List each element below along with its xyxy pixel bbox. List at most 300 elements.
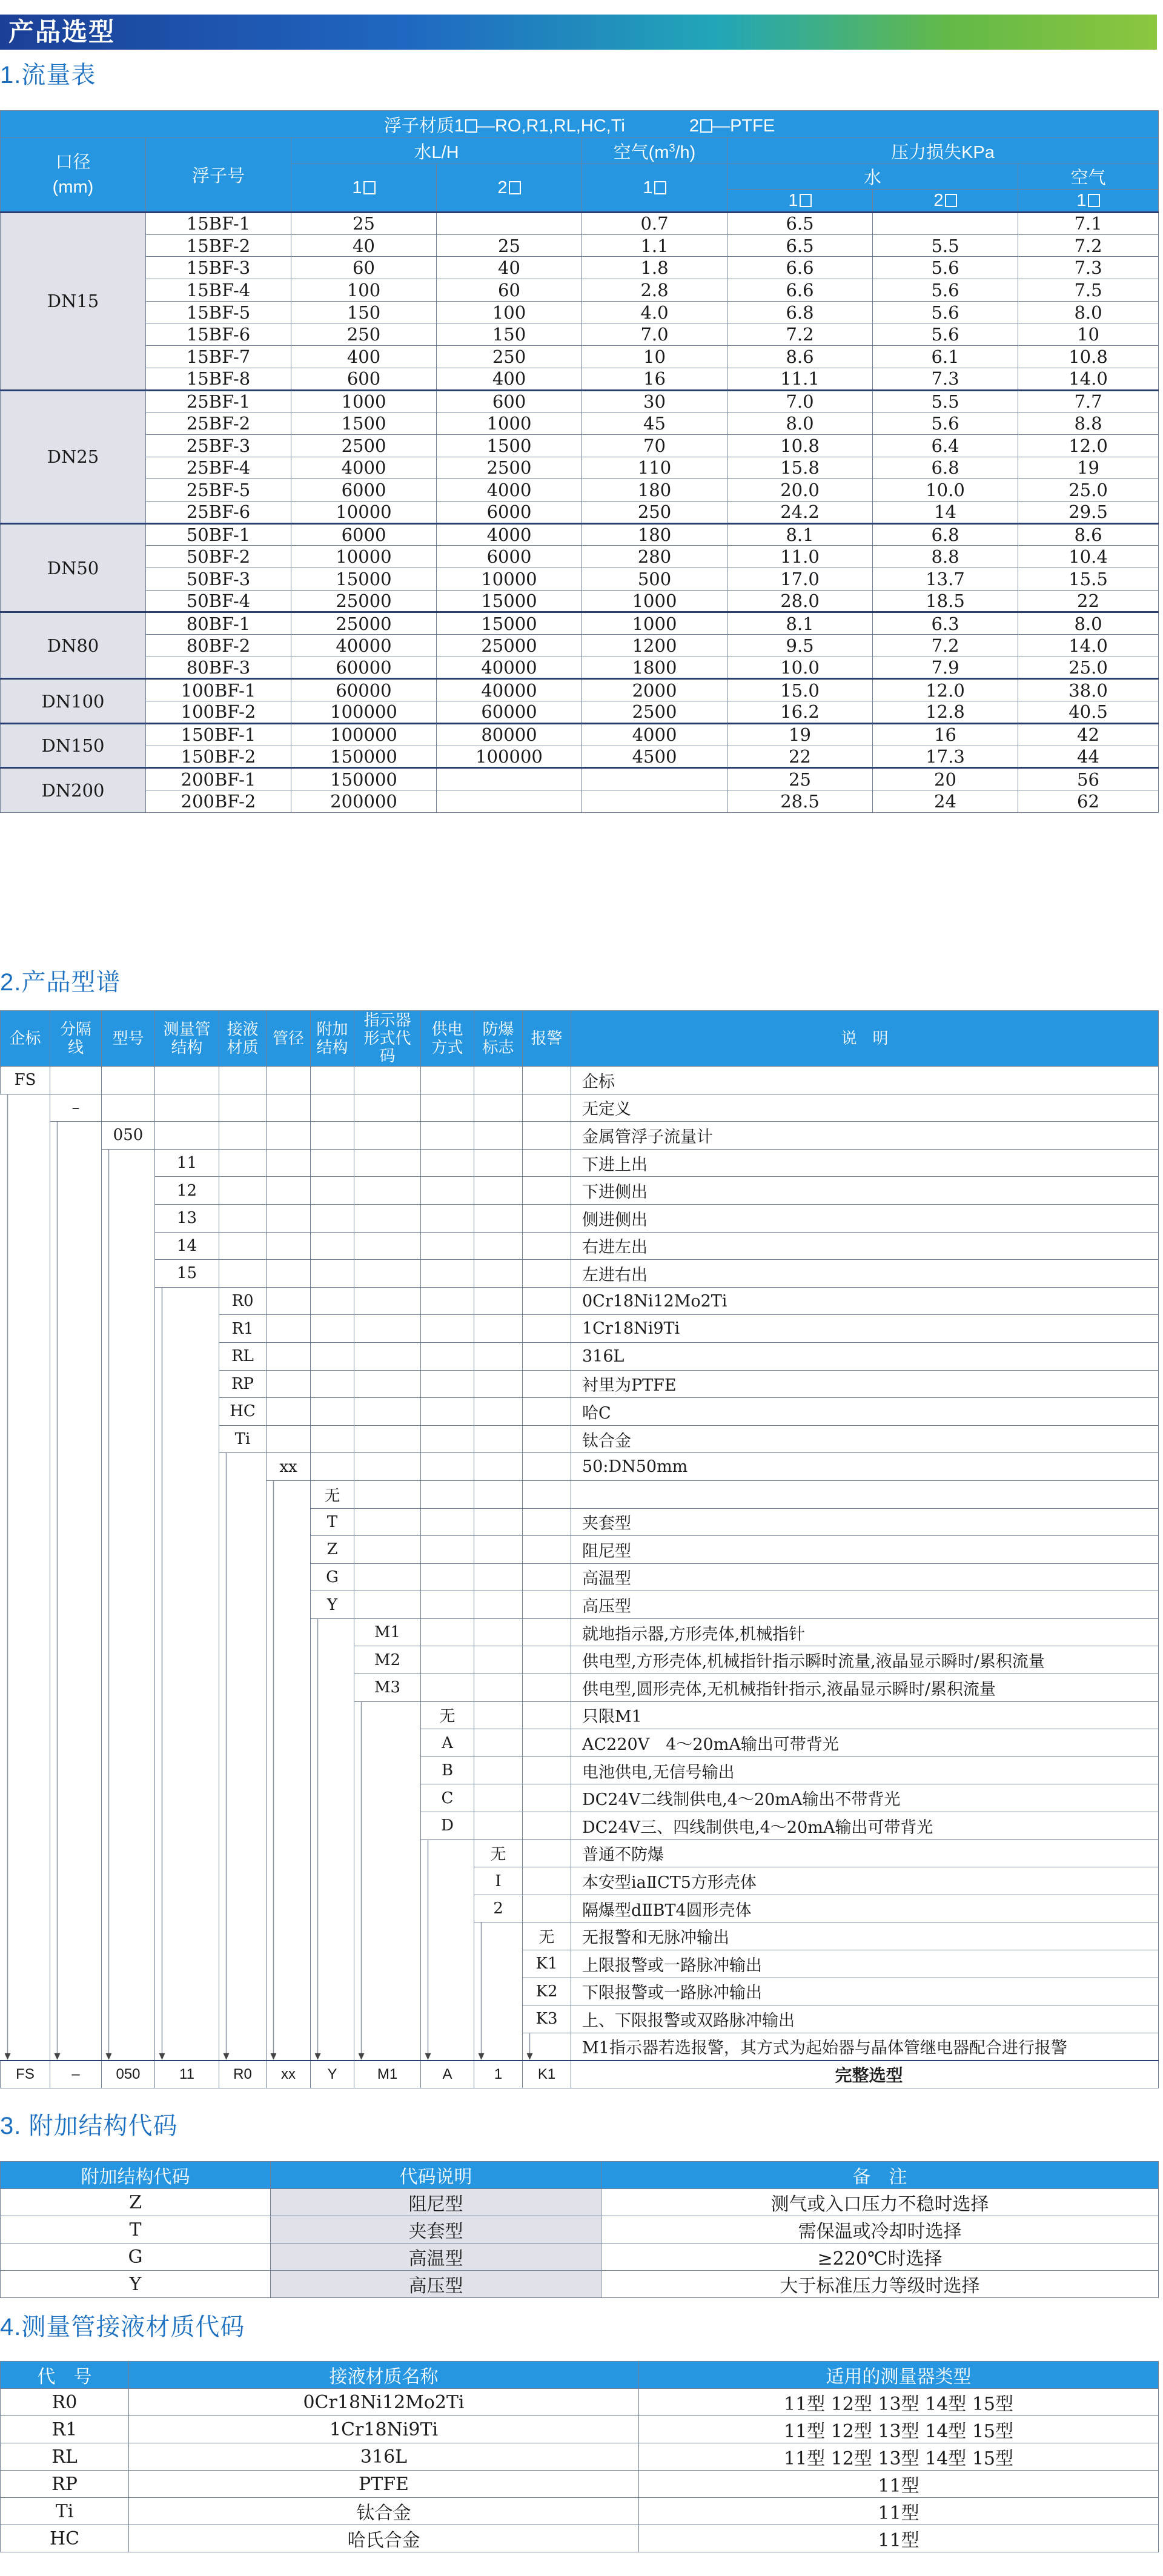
spectrum-grid bbox=[474, 1536, 523, 1564]
float-no-cell: 15BF-7 bbox=[146, 346, 291, 368]
spectrum-gap bbox=[1, 1895, 50, 1922]
flow-row bbox=[1, 679, 1159, 701]
spectrum-gap bbox=[102, 1177, 155, 1205]
spectrum-grid bbox=[474, 1149, 523, 1177]
spectrum-gap bbox=[267, 1867, 311, 1895]
final-code: 1 bbox=[474, 2061, 523, 2088]
spectrum-gap bbox=[102, 1370, 155, 1398]
flow-row bbox=[1, 479, 1159, 502]
spectrum-grid bbox=[474, 1784, 523, 1812]
spectrum-gap bbox=[102, 1757, 155, 1784]
material-cell: 11型 bbox=[639, 2471, 1159, 2498]
loss-water-col1-header: 1 bbox=[727, 190, 873, 213]
spectrum-gap bbox=[102, 1922, 155, 1950]
air-1-cell bbox=[582, 790, 727, 812]
spectrum-gap bbox=[1, 1674, 50, 1702]
water-1-cell: 60 bbox=[291, 257, 437, 279]
spectrum-gap bbox=[267, 1812, 311, 1840]
spectrum-gap bbox=[155, 1536, 219, 1564]
spectrum-grid bbox=[523, 1453, 571, 1481]
spectrum-gap bbox=[50, 1646, 102, 1674]
float-no-cell: 50BF-2 bbox=[146, 546, 291, 568]
spectrum-desc: 衬里为PTFE bbox=[571, 1370, 1159, 1398]
spectrum-gap bbox=[267, 1978, 311, 2005]
loss-air-1-cell: 14.0 bbox=[1018, 368, 1159, 390]
spectrum-code: K2 bbox=[523, 1978, 571, 2005]
spectrum-grid bbox=[354, 1232, 421, 1260]
spectrum-grid bbox=[474, 1812, 523, 1840]
spectrum-code: HC bbox=[219, 1398, 267, 1426]
flow-row bbox=[1, 434, 1159, 457]
spectrum-grid bbox=[219, 1204, 267, 1232]
spectrum-gap bbox=[219, 1591, 267, 1619]
material-cell: Ti bbox=[1, 2498, 129, 2525]
water-1-cell: 6000 bbox=[291, 479, 437, 502]
spectrum-grid bbox=[474, 1591, 523, 1619]
spectrum-grid bbox=[354, 1287, 421, 1315]
spectrum-gap bbox=[219, 1453, 267, 1481]
spectrum-code: 无 bbox=[421, 1701, 474, 1729]
spectrum-grid bbox=[354, 1149, 421, 1177]
spectrum-grid bbox=[311, 1232, 354, 1260]
spectrum-code: M3 bbox=[354, 1674, 421, 1702]
flow-row bbox=[1, 523, 1159, 546]
spectrum-code: 050 bbox=[102, 1122, 155, 1150]
float-no-cell: 50BF-4 bbox=[146, 590, 291, 612]
loss-water-2-cell: 16 bbox=[873, 723, 1018, 746]
spectrum-gap bbox=[219, 1508, 267, 1536]
spectrum-gap bbox=[267, 1563, 311, 1591]
spectrum-gap bbox=[311, 1978, 354, 2005]
air-1-cell: 250 bbox=[582, 501, 727, 523]
spectrum-gap bbox=[1, 1591, 50, 1619]
water-1-cell: 150000 bbox=[291, 768, 437, 790]
spectrum-gap bbox=[50, 1425, 102, 1453]
spectrum-code: D bbox=[421, 1812, 474, 1840]
spectrum-code: 14 bbox=[155, 1232, 219, 1260]
spectrum-desc: 供电型,圆形壳体,无机械指针指示,液晶显示瞬时/累积流量 bbox=[571, 1674, 1159, 1702]
spectrum-gap bbox=[354, 2033, 421, 2061]
flow-row bbox=[1, 701, 1159, 724]
spectrum-gap bbox=[1, 1950, 50, 1978]
spectrum-grid bbox=[311, 1204, 354, 1232]
spectrum-row bbox=[1, 1094, 1159, 1122]
spectrum-grid bbox=[219, 1232, 267, 1260]
spectrum-gap bbox=[1, 1177, 50, 1205]
air-1-cell: 4000 bbox=[582, 723, 727, 746]
water-2-cell: 15000 bbox=[437, 612, 582, 635]
spectrum-grid bbox=[311, 1122, 354, 1150]
spectrum-row bbox=[1, 1204, 1159, 1232]
loss-water-1-cell: 8.6 bbox=[727, 346, 873, 368]
spectrum-row bbox=[1, 1508, 1159, 1536]
spectrum-grid bbox=[523, 1094, 571, 1122]
loss-air-1-cell: 62 bbox=[1018, 790, 1159, 812]
spectrum-desc: 钛合金 bbox=[571, 1425, 1159, 1453]
spectrum-gap bbox=[474, 1950, 523, 1978]
spectrum-gap bbox=[50, 1536, 102, 1564]
spectrum-grid bbox=[354, 1480, 421, 1508]
spectrum-gap bbox=[219, 1480, 267, 1508]
spectrum-gap bbox=[1, 1342, 50, 1370]
spectrum-gap bbox=[219, 2033, 267, 2061]
spectrum-gap bbox=[1, 1370, 50, 1398]
attach-header: 代码说明 bbox=[271, 2162, 601, 2189]
air-1-cell: 1.1 bbox=[582, 234, 727, 257]
loss-water-2-cell: 5.6 bbox=[873, 412, 1018, 435]
water-2-cell: 40 bbox=[437, 257, 582, 279]
spectrum-row bbox=[1, 1950, 1159, 1978]
spectrum-gap bbox=[102, 1729, 155, 1757]
spectrum-header-2: 型号 bbox=[102, 1011, 155, 1067]
air-1-cell: 7.0 bbox=[582, 323, 727, 346]
loss-water-1-cell: 15.0 bbox=[727, 679, 873, 701]
loss-water-1-cell: 6.5 bbox=[727, 234, 873, 257]
float-no-cell: 200BF-1 bbox=[146, 768, 291, 790]
spectrum-code: M2 bbox=[354, 1646, 421, 1674]
spectrum-gap bbox=[219, 1618, 267, 1646]
spectrum-grid bbox=[421, 1177, 474, 1205]
water-flow-header: 水L/H bbox=[291, 138, 582, 164]
float-no-cell: 150BF-2 bbox=[146, 746, 291, 768]
spectrum-grid bbox=[354, 1563, 421, 1591]
spectrum-grid bbox=[474, 1729, 523, 1757]
loss-water-1-cell: 24.2 bbox=[727, 501, 873, 523]
spectrum-gap bbox=[311, 1867, 354, 1895]
spectrum-gap bbox=[311, 1729, 354, 1757]
spectrum-gap bbox=[354, 1922, 421, 1950]
loss-water-2-cell: 13.7 bbox=[873, 568, 1018, 591]
material-cell: R1 bbox=[1, 2416, 129, 2443]
air-1-cell: 0.7 bbox=[582, 213, 727, 235]
spectrum-row bbox=[1, 1895, 1159, 1922]
spectrum-grid bbox=[421, 1232, 474, 1260]
spectrum-header-1: 分隔线 bbox=[50, 1011, 102, 1067]
float-no-cell: 25BF-3 bbox=[146, 434, 291, 457]
water-1-cell: 200000 bbox=[291, 790, 437, 812]
water-2-cell bbox=[437, 790, 582, 812]
spectrum-gap bbox=[50, 1453, 102, 1481]
spectrum-gap bbox=[50, 1867, 102, 1895]
spectrum-header-8: 供电方式 bbox=[421, 1011, 474, 1067]
spectrum-grid bbox=[311, 1260, 354, 1288]
spectrum-grid bbox=[421, 1425, 474, 1453]
spectrum-gap bbox=[354, 2005, 421, 2033]
spectrum-grid bbox=[421, 1453, 474, 1481]
spectrum-gap bbox=[267, 2005, 311, 2033]
loss-air-1-cell: 56 bbox=[1018, 768, 1159, 790]
spectrum-gap bbox=[1, 1287, 50, 1315]
loss-water-header: 水 bbox=[727, 164, 1018, 190]
spectrum-gap bbox=[219, 1784, 267, 1812]
spectrum-desc: DC24V二线制供电,4～20mA输出不带背光 bbox=[571, 1784, 1159, 1812]
spectrum-row bbox=[1, 1757, 1159, 1784]
spectrum-gap bbox=[155, 1480, 219, 1508]
material-cell: 11型 bbox=[639, 2498, 1159, 2525]
attach-cell: ≥220℃时选择 bbox=[601, 2243, 1159, 2271]
loss-water-1-cell: 22 bbox=[727, 746, 873, 768]
spectrum-gap bbox=[474, 1922, 523, 1950]
spectrum-row bbox=[1, 1563, 1159, 1591]
spectrum-gap bbox=[219, 1839, 267, 1867]
spectrum-grid bbox=[311, 1177, 354, 1205]
spectrum-gap bbox=[267, 1646, 311, 1674]
spectrum-grid bbox=[474, 1122, 523, 1150]
flow-row bbox=[1, 346, 1159, 368]
material-cell: RL bbox=[1, 2443, 129, 2471]
spectrum-gap bbox=[102, 1978, 155, 2005]
spectrum-row bbox=[1, 1922, 1159, 1950]
spectrum-grid bbox=[421, 1536, 474, 1564]
spectrum-grid bbox=[354, 1536, 421, 1564]
final-code: Y bbox=[311, 2061, 354, 2088]
water-1-cell: 100000 bbox=[291, 701, 437, 724]
spectrum-grid bbox=[523, 1757, 571, 1784]
material-row bbox=[1, 2498, 1159, 2525]
flow-row bbox=[1, 768, 1159, 790]
spectrum-gap bbox=[155, 1398, 219, 1426]
loss-water-1-cell: 20.0 bbox=[727, 479, 873, 502]
spectrum-grid bbox=[311, 1287, 354, 1315]
material-row bbox=[1, 2443, 1159, 2471]
spectrum-grid bbox=[421, 1149, 474, 1177]
loss-water-2-cell: 24 bbox=[873, 790, 1018, 812]
flow-row bbox=[1, 457, 1159, 479]
spectrum-gap bbox=[311, 1674, 354, 1702]
spectrum-gap bbox=[155, 1508, 219, 1536]
loss-water-1-cell: 10.0 bbox=[727, 657, 873, 679]
spectrum-desc: 哈C bbox=[571, 1398, 1159, 1426]
water-1-cell: 60000 bbox=[291, 679, 437, 701]
water-2-cell: 400 bbox=[437, 368, 582, 390]
loss-water-2-cell: 6.3 bbox=[873, 612, 1018, 635]
water-1-cell: 1500 bbox=[291, 412, 437, 435]
float-no-cell: 25BF-5 bbox=[146, 479, 291, 502]
float-no-header: 浮子号 bbox=[146, 138, 291, 213]
attach-header: 备 注 bbox=[601, 2162, 1159, 2189]
spectrum-grid bbox=[523, 1315, 571, 1343]
loss-water-1-cell: 10.8 bbox=[727, 434, 873, 457]
water-2-cell: 4000 bbox=[437, 523, 582, 546]
material-cell: 11型 12型 13型 14型 15型 bbox=[639, 2416, 1159, 2443]
spectrum-final-row bbox=[1, 2061, 1159, 2088]
spectrum-code: K1 bbox=[523, 1950, 571, 1978]
loss-water-2-cell: 6.8 bbox=[873, 523, 1018, 546]
spectrum-grid bbox=[474, 1453, 523, 1481]
water-2-cell: 6000 bbox=[437, 501, 582, 523]
loss-air-1-cell: 10 bbox=[1018, 323, 1159, 346]
spectrum-row bbox=[1, 1867, 1159, 1895]
spectrum-row bbox=[1, 1149, 1159, 1177]
spectrum-grid bbox=[421, 1618, 474, 1646]
bore-cell: DN50 bbox=[1, 523, 146, 612]
spectrum-grid bbox=[354, 1094, 421, 1122]
attach-cell: G bbox=[1, 2243, 271, 2271]
spectrum-gap bbox=[155, 2033, 219, 2061]
spectrum-gap bbox=[102, 1204, 155, 1232]
air-1-cell: 1200 bbox=[582, 635, 727, 657]
spectrum-gap bbox=[1, 1701, 50, 1729]
flow-row bbox=[1, 546, 1159, 568]
loss-air-1-cell: 29.5 bbox=[1018, 501, 1159, 523]
spectrum-code: 2 bbox=[474, 1895, 523, 1922]
spectrum-grid bbox=[50, 1067, 102, 1094]
spectrum-grid bbox=[267, 1260, 311, 1288]
spectrum-grid bbox=[421, 1342, 474, 1370]
flow-row bbox=[1, 301, 1159, 323]
spectrum-row bbox=[1, 1729, 1159, 1757]
spectrum-gap bbox=[1, 1149, 50, 1177]
spectrum-grid bbox=[474, 1287, 523, 1315]
spectrum-gap bbox=[219, 2005, 267, 2033]
spectrum-gap bbox=[1, 1398, 50, 1426]
spectrum-gap bbox=[267, 1895, 311, 1922]
spectrum-desc: 普通不防爆 bbox=[571, 1839, 1159, 1867]
loss-water-2-cell: 12.8 bbox=[873, 701, 1018, 724]
attach-row bbox=[1, 2271, 1159, 2298]
spectrum-grid bbox=[311, 1342, 354, 1370]
spectrum-gap bbox=[50, 1784, 102, 1812]
spectrum-gap bbox=[421, 2005, 474, 2033]
spectrum-gap bbox=[102, 1591, 155, 1619]
water-2-cell: 40000 bbox=[437, 657, 582, 679]
spectrum-desc: 电池供电,无信号输出 bbox=[571, 1757, 1159, 1784]
bore-header: 口径 (mm) bbox=[1, 138, 146, 213]
spectrum-grid bbox=[267, 1067, 311, 1094]
bore-cell: DN200 bbox=[1, 768, 146, 812]
loss-water-1-cell: 8.0 bbox=[727, 412, 873, 435]
spectrum-gap bbox=[155, 1563, 219, 1591]
loss-water-2-cell: 14 bbox=[873, 501, 1018, 523]
spectrum-grid bbox=[523, 1839, 571, 1867]
spectrum-grid bbox=[354, 1342, 421, 1370]
water-1-cell: 25000 bbox=[291, 612, 437, 635]
spectrum-gap bbox=[102, 1315, 155, 1343]
float-no-cell: 100BF-1 bbox=[146, 679, 291, 701]
spectrum-grid bbox=[474, 1398, 523, 1426]
spectrum-grid bbox=[523, 1508, 571, 1536]
spectrum-gap bbox=[421, 1895, 474, 1922]
flow-row bbox=[1, 612, 1159, 635]
spectrum-row bbox=[1, 1591, 1159, 1619]
water-col1-header: 1 bbox=[291, 164, 437, 213]
material-row bbox=[1, 2416, 1159, 2443]
attach-cell: 测气或入口压力不稳时选择 bbox=[601, 2189, 1159, 2216]
air-1-cell: 2500 bbox=[582, 701, 727, 724]
attach-cell: T bbox=[1, 2216, 271, 2243]
spectrum-gap bbox=[102, 1950, 155, 1978]
flow-row bbox=[1, 323, 1159, 346]
loss-air-1-cell: 7.1 bbox=[1018, 213, 1159, 235]
spectrum-grid bbox=[354, 1260, 421, 1288]
spectrum-gap bbox=[50, 1480, 102, 1508]
spectrum-grid bbox=[523, 1646, 571, 1674]
spectrum-gap bbox=[155, 1342, 219, 1370]
spectrum-gap bbox=[267, 1922, 311, 1950]
spectrum-grid bbox=[421, 1094, 474, 1122]
spectrum-grid bbox=[523, 1674, 571, 1702]
water-1-cell: 10000 bbox=[291, 546, 437, 568]
attach-cell: 大于标准压力等级时选择 bbox=[601, 2271, 1159, 2298]
spectrum-gap bbox=[311, 1701, 354, 1729]
spectrum-gap bbox=[50, 1674, 102, 1702]
spectrum-grid bbox=[474, 1177, 523, 1205]
spectrum-row bbox=[1, 1342, 1159, 1370]
water-1-cell: 40 bbox=[291, 234, 437, 257]
spectrum-grid bbox=[421, 1563, 474, 1591]
spectrum-grid bbox=[354, 1370, 421, 1398]
spectrum-gap bbox=[102, 1398, 155, 1426]
flow-row bbox=[1, 746, 1159, 768]
spectrum-grid bbox=[219, 1260, 267, 1288]
spectrum-gap bbox=[311, 1757, 354, 1784]
spectrum-code: FS bbox=[1, 1067, 50, 1094]
water-2-cell: 60000 bbox=[437, 701, 582, 724]
spectrum-desc: 无报警和无脉冲输出 bbox=[571, 1922, 1159, 1950]
float-no-cell: 80BF-1 bbox=[146, 612, 291, 635]
spectrum-grid bbox=[267, 1425, 311, 1453]
spectrum-gap bbox=[267, 1701, 311, 1729]
air-1-cell: 180 bbox=[582, 523, 727, 546]
spectrum-grid bbox=[311, 1453, 354, 1481]
spectrum-gap bbox=[311, 1812, 354, 1840]
water-2-cell bbox=[437, 213, 582, 235]
spectrum-desc: 只限M1 bbox=[571, 1701, 1159, 1729]
loss-water-1-cell: 8.1 bbox=[727, 612, 873, 635]
loss-water-1-cell: 28.0 bbox=[727, 590, 873, 612]
spectrum-gap bbox=[102, 1508, 155, 1536]
spectrum-gap bbox=[267, 1618, 311, 1646]
loss-water-2-cell: 5.6 bbox=[873, 301, 1018, 323]
spectrum-grid bbox=[523, 1122, 571, 1150]
material-header-row bbox=[1, 2362, 1159, 2389]
material-cell: 11型 bbox=[639, 2525, 1159, 2552]
loss-air-1-cell: 7.7 bbox=[1018, 390, 1159, 412]
air-1-cell: 16 bbox=[582, 368, 727, 390]
air-1-cell: 1000 bbox=[582, 612, 727, 635]
material-cell: 哈氏合金 bbox=[129, 2525, 639, 2552]
spectrum-desc: 高温型 bbox=[571, 1563, 1159, 1591]
spectrum-code: K3 bbox=[523, 2005, 571, 2033]
spectrum-grid bbox=[267, 1232, 311, 1260]
spectrum-code: B bbox=[421, 1757, 474, 1784]
spectrum-gap bbox=[50, 2005, 102, 2033]
spectrum-header-11: 说 明 bbox=[571, 1011, 1159, 1067]
material-header: 接液材质名称 bbox=[129, 2362, 639, 2389]
spectrum-grid bbox=[354, 1122, 421, 1150]
spectrum-grid bbox=[267, 1149, 311, 1177]
loss-water-1-cell: 25 bbox=[727, 768, 873, 790]
spectrum-desc: 企标 bbox=[571, 1067, 1159, 1094]
spectrum-row bbox=[1, 1287, 1159, 1315]
loss-water-1-cell: 17.0 bbox=[727, 568, 873, 591]
spectrum-gap bbox=[50, 2033, 102, 2061]
spectrum-gap bbox=[267, 1480, 311, 1508]
spectrum-header-4: 接液材质 bbox=[219, 1011, 267, 1067]
final-code: K1 bbox=[523, 2061, 571, 2088]
spectrum-grid bbox=[421, 1260, 474, 1288]
spectrum-row bbox=[1, 1315, 1159, 1343]
loss-water-1-cell: 7.0 bbox=[727, 390, 873, 412]
spectrum-gap bbox=[219, 1895, 267, 1922]
spectrum-gap bbox=[311, 1784, 354, 1812]
attach-header: 附加结构代码 bbox=[1, 2162, 271, 2189]
spectrum-gap bbox=[50, 1757, 102, 1784]
spectrum-grid bbox=[523, 1067, 571, 1094]
material-cell: 316L bbox=[129, 2443, 639, 2471]
pressure-loss-header: 压力损失KPa bbox=[727, 138, 1159, 164]
material-header: 适用的测量器类型 bbox=[639, 2362, 1159, 2389]
